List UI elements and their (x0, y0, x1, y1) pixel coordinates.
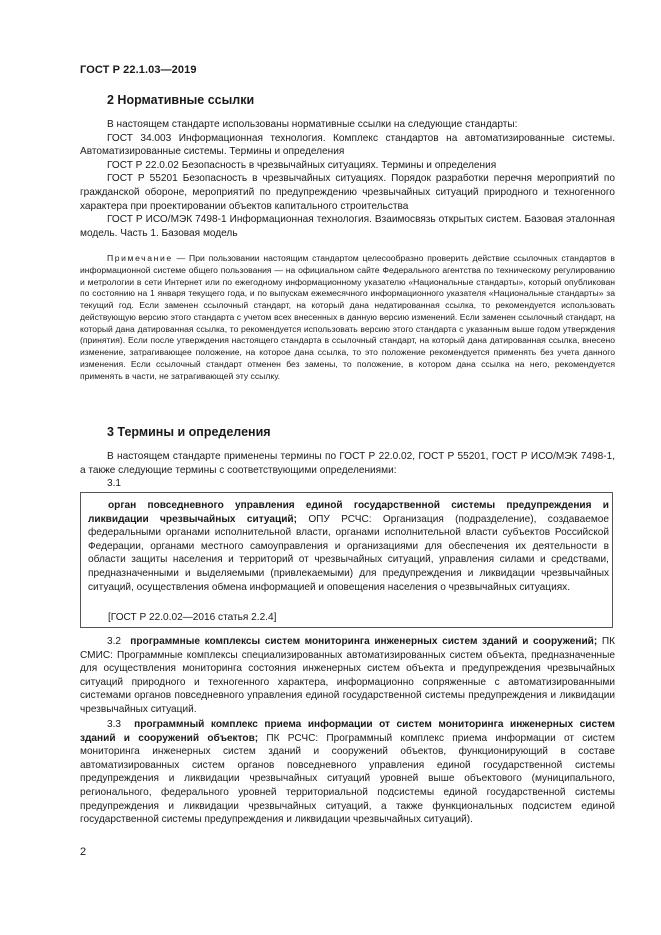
term-3-1-definition: ОПУ РСЧС: Организация (подразделение), создаваемое федеральными органами исполнительной власти, органами исполнительной власти субъектов Российской Федерации, органами местного самоуправления и организациями для обеспечения их деятельности в области защиты населения и территорий от чрезвычайных ситуаций, управления силами и средствами, предназначенными и выделяемыми (привлекаемыми) для предупреждения и ликвидации чрезвычайных ситуаций, осуществления обмена информацией и оповещения населения о чрезвычайных ситуациях. (88, 513, 609, 593)
term-3-2-term: программные комплексы систем мониторинга инженерных систем зданий и сооружений; (130, 636, 598, 647)
section-2-note (80, 253, 615, 382)
reference-item: ГОСТ Р 55201 Безопасность в чрезвычайных ситуациях. Порядок разработки перечня мероприятий по гражданской обороне, мероприятий по предупреждению чрезвычайных ситуаций природного и техногенного характера при проектировании объектов капитального строительства (80, 173, 615, 212)
term-3-3-number: 3.3 (107, 719, 122, 730)
term-3-1-term: орган повседневного управления единой государственной системы предупреждения и ликвидации чрезвычайных ситуаций; (88, 500, 609, 525)
reference-item: ГОСТ Р ИСО/МЭК 7498-1 Информационная технология. Взаимосвязь открытых систем. Базовая эталонная модель. Часть 1. Базовая модель (80, 214, 615, 239)
term-3-2-definition: ПК СМИС: Программные комплексы специализированных автоматизированных систем объекта, предназначенные для осуществления мониторинга состояния инженерных систем объекта и предупреждения чрезвычайных ситуаций природного и техногенного характера, информационно сопряженные с автоматизированными системами органов повседневного управления единой государственной системы предупреждения и ликвидации чрезвычайных ситуаций. (80, 636, 615, 715)
reference-item: ГОСТ 34.003 Информационная технология. Комплекс стандартов на автоматизированные системы. Автоматизированные системы. Термины и определения (80, 132, 615, 158)
term-3-2-body (80, 635, 615, 717)
reference-item: ГОСТ Р 22.0.02 Безопасность в чрезвычайных ситуациях. Термины и определения (107, 159, 497, 171)
section-3-intro: В настоящем стандарте применены термины по ГОСТ Р 22.0.02, ГОСТ Р 55201, ГОСТ Р ИСО/МЭК 7498-1, а также следующие термины с соответствующими определениями: (80, 451, 615, 476)
term-3-1-source: [ГОСТ Р 22.0.02—2016 статья 2.2.4] (108, 612, 277, 623)
document-header: ГОСТ Р 22.1.03—2019 (80, 64, 197, 76)
term-3-1-number: 3.1 (107, 478, 122, 489)
term-3-2-number: 3.2 (107, 636, 122, 647)
section-2-intro: В настоящем стандарте использованы нормативные ссылки на следующие стандарты: (107, 119, 518, 130)
term-3-3-term: программный комплекс приема информации от систем мониторинга инженерных систем зданий и сооружений объектов; (80, 719, 615, 744)
section-2-body (80, 118, 615, 240)
section-3-intro-block (80, 450, 615, 477)
note-text: — При пользовании настоящим стандартом целесообразно проверить действие ссылочных стандартов в информационной системе общего пользования — на официальном сайте Федерального агентства по техническому регулированию и метрологии в сети Интернет или по ежегодному информационному указателю «Национальные стандарты», который опубликован по состоянию на 1 января текущего года, и по выпускам ежемесячного информационного указателя «Национальные стандарты» за текущий год. Если заменен ссылочный стандарт, на который дана недатированная ссылка, то рекомендуется использовать действующую версию этого стандарта с учетом всех внесенных в данную версию изменений. Если заменен ссылочный стандарт, на который дана датированная ссылка, то рекомендуется использовать версию этого стандарта с указанным выше годом утверждения (принятия). Если после утверждения настоящего стандарта в ссылочный стандарт, на который дана датированная ссылка, внесено изменение, затрагивающее положение, на которое дана ссылка, то это положение рекомендуется применять без учета данного изменения. Если ссылочный стандарт отменен без замены, то положение, в котором дана ссылка на него, рекомендуется применять в части, не затрагивающей эту ссылку. (80, 253, 615, 381)
term-3-3-body (80, 718, 615, 827)
note-label: Примечание (107, 253, 173, 263)
page-number: 2 (80, 846, 87, 858)
term-3-1-body (88, 499, 609, 594)
term-3-3-definition: ПК РСЧС: Программный комплекс приема информации от систем мониторинга инженерных систем зданий и сооружений объектов, функционирующий в составе автоматизированных систем органов повседневного управления единой государственной системы предупреждения и ликвидации чрезвычайных ситуаций уровней выше объектового (муниципального, регионального, федерального уровней территориальной подсистемы единой государственной системы предупреждения и ликвидации чрезвычайных ситуаций, а также функциональных подсистем единой государственной системы предупреждения и ликвидации чрезвычайных ситуаций). (80, 732, 615, 826)
section-2-title: 2 Нормативные ссылки (107, 93, 255, 107)
section-3-title: 3 Термины и определения (107, 425, 271, 439)
